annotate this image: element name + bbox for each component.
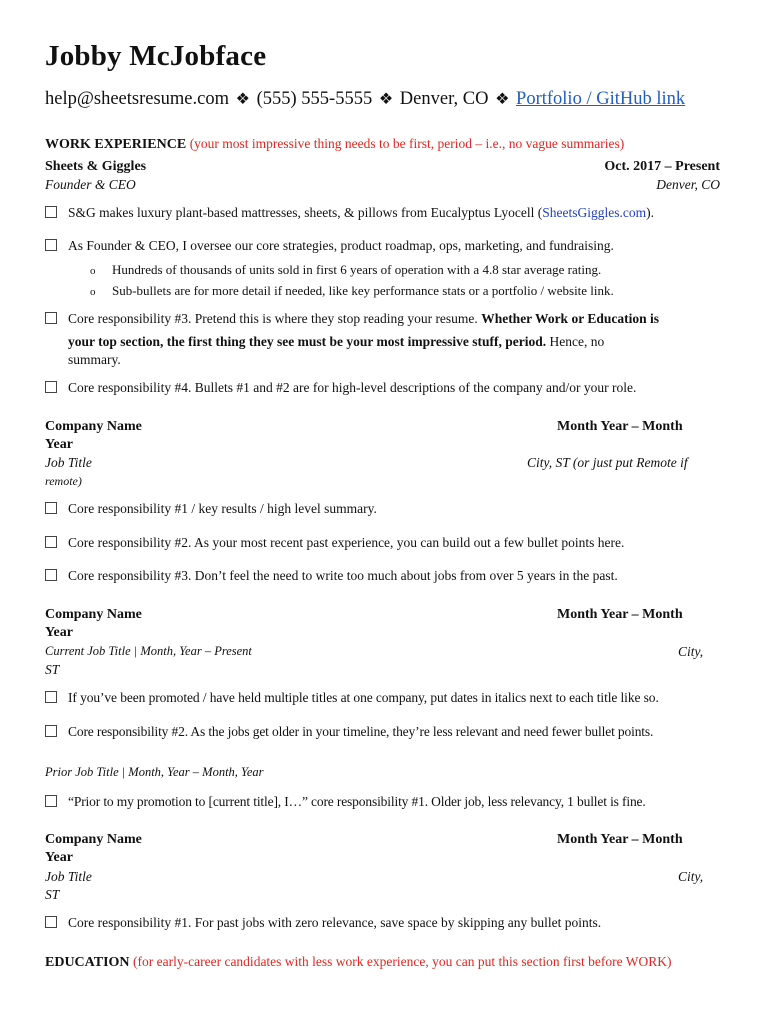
separator-icon: ❖: [235, 91, 250, 108]
job2-bullet-3: Core responsibility #3. Don’t feel the need to write too much about jobs from over 5 years in the past.: [45, 568, 618, 584]
section-note: (your most impressive thing needs to be first, period – i.e., no vague summaries): [189, 136, 625, 151]
checkbox-bullet-icon: [45, 536, 57, 548]
section-note: (for early-career candidates with less work experience, you can put this section first before WORK): [133, 954, 672, 969]
job1-dates: Oct. 2017 – Present: [604, 159, 720, 174]
job2-location: City, ST (or just put Remote if: [527, 455, 688, 470]
checkbox-bullet-icon: [45, 916, 57, 928]
job3-bullet-1: If you’ve been promoted / have held multiple titles at one company, put dates in italics next to each title like so.: [45, 690, 659, 706]
checkbox-bullet-icon: [45, 239, 57, 251]
job3-bullet-2: Core responsibility #2. As the jobs get older in your timeline, they’re less relevant and need fewer bullet points.: [45, 724, 653, 740]
job4-title: Job Title: [45, 869, 92, 884]
job3-prior-title: Prior Job Title | Month, Year – Month, Year: [45, 765, 264, 779]
contact-line: [45, 89, 685, 110]
job3-dates-cont: Year: [45, 625, 73, 640]
job1-bullet-3: Core responsibility #3. Pretend this is where they stop reading your resume. Whether Work or Education is: [45, 311, 659, 327]
job2-dates-cont: Year: [45, 437, 73, 452]
job3-company: Company Name: [45, 607, 142, 622]
checkbox-bullet-icon: [45, 502, 57, 514]
circle-bullet-icon: o: [90, 286, 96, 298]
job1-company: Sheets & Giggles: [45, 159, 147, 174]
location: Denver, CO: [399, 89, 489, 109]
portfolio-link[interactable]: Portfolio / GitHub link: [516, 89, 686, 109]
section-title: WORK EXPERIENCE: [45, 137, 187, 152]
website-link[interactable]: SheetsGiggles.com: [542, 205, 647, 220]
checkbox-bullet-icon: [45, 569, 57, 581]
education-heading: [45, 954, 671, 971]
job2-dates: Month Year – Month: [557, 419, 683, 434]
job2-company: Company Name: [45, 419, 142, 434]
job4-location-cont: ST: [45, 887, 60, 902]
checkbox-bullet-icon: [45, 691, 57, 703]
section-title: EDUCATION: [45, 955, 130, 970]
checkbox-bullet-icon: [45, 206, 57, 218]
separator-icon: ❖: [495, 91, 510, 108]
job1-bullet-3-cont2: summary.: [68, 352, 121, 367]
job1-bullet-2: As Founder & CEO, I oversee our core strategies, product roadmap, ops, marketing, and fundraising.: [45, 238, 614, 254]
checkbox-bullet-icon: [45, 725, 57, 737]
checkbox-bullet-icon: [45, 795, 57, 807]
job3-location: City,: [678, 644, 704, 659]
job1-sub-bullet-2: o Sub-bullets are for more detail if needed, like key performance stats or a portfolio / website link.: [90, 283, 614, 298]
job2-bullet-2: Core responsibility #2. As your most recent past experience, you can build out a few bullet points here.: [45, 535, 624, 551]
job1-location: Denver, CO: [656, 177, 720, 192]
job1-bullet-3-cont: your top section, the first thing they see must be your most impressive stuff, period. Hence, no: [68, 334, 605, 349]
job2-bullet-1: Core responsibility #1 / key results / high level summary.: [45, 501, 377, 517]
job2-title: Job Title: [45, 455, 92, 470]
job4-dates: Month Year – Month: [557, 832, 683, 847]
email: help@sheetsresume.com: [45, 89, 229, 109]
job3-dates: Month Year – Month: [557, 607, 683, 622]
circle-bullet-icon: o: [90, 265, 96, 277]
job1-sub-bullet-1: o Hundreds of thousands of units sold in first 6 years of operation with a 4.8 star average rating.: [90, 262, 602, 277]
job3-bullet-3: “Prior to my promotion to [current title], I…” core responsibility #1. Older job, less relevancy, 1 bullet is fine.: [45, 794, 646, 810]
resume-name: Jobby McJobface: [45, 40, 267, 72]
checkbox-bullet-icon: [45, 312, 57, 324]
job4-dates-cont: Year: [45, 850, 73, 865]
job4-company: Company Name: [45, 832, 142, 847]
job3-title: Current Job Title | Month, Year – Present: [45, 644, 252, 658]
checkbox-bullet-icon: [45, 381, 57, 393]
job4-location: City,: [678, 869, 704, 884]
job3-location-cont: ST: [45, 662, 60, 677]
separator-icon: ❖: [378, 91, 394, 108]
job1-bullet-4: Core responsibility #4. Bullets #1 and #2 are for high-level descriptions of the company and/or your role.: [45, 380, 636, 396]
job2-location-cont: remote): [45, 474, 82, 488]
job1-title: Founder & CEO: [45, 177, 136, 192]
job4-bullet-1: Core responsibility #1. For past jobs with zero relevance, save space by skipping any bullet points.: [45, 915, 601, 931]
work-experience-heading: [45, 136, 624, 153]
phone: (555) 555-5555: [256, 89, 373, 109]
job1-bullet-1: S&G makes luxury plant-based mattresses, sheets, & pillows from Eucalyptus Lyocell (SheetsGiggles.com).: [45, 205, 654, 221]
